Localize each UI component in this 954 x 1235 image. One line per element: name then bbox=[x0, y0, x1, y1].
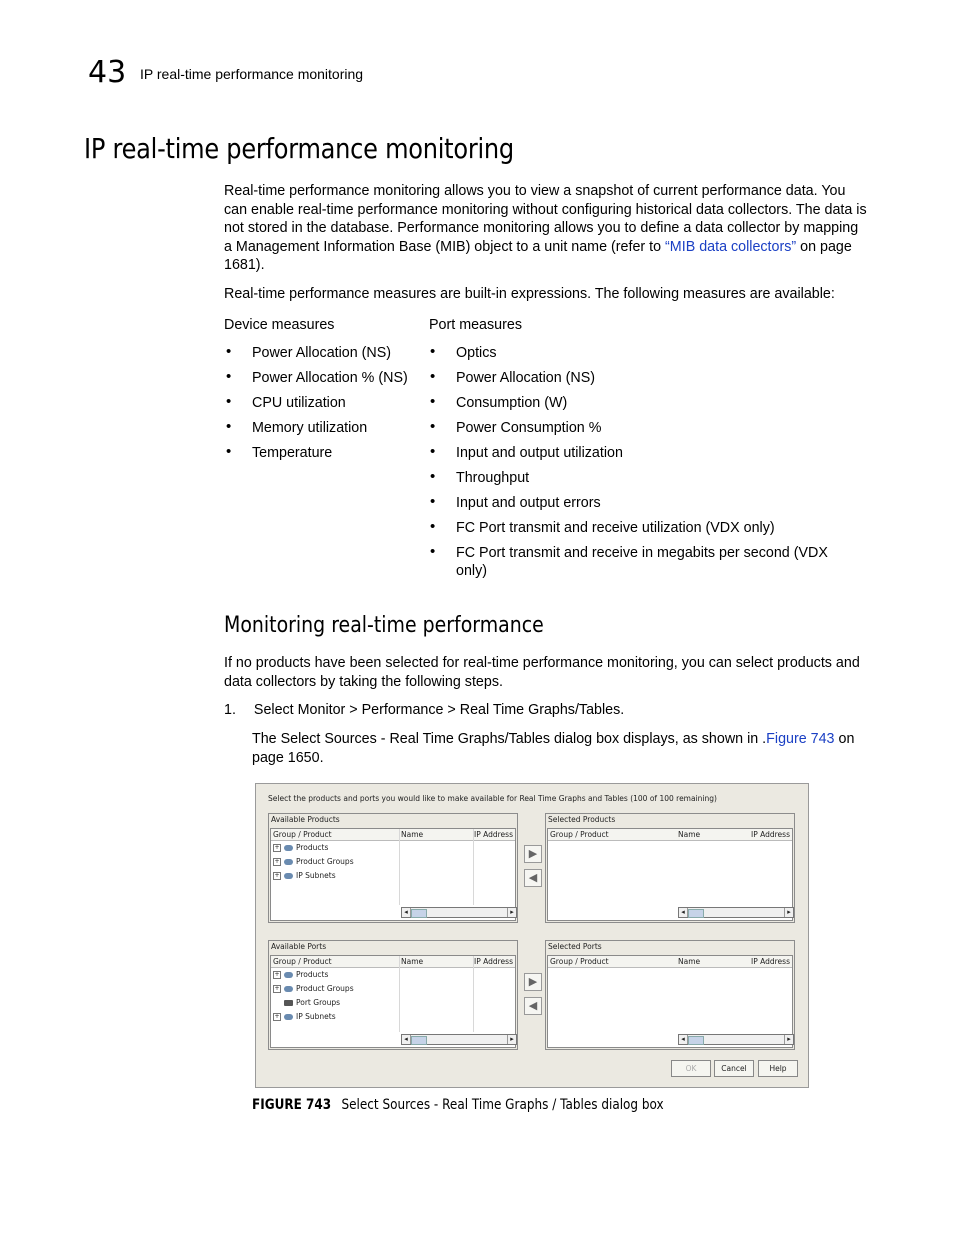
tree-row-ip-subnets[interactable] bbox=[273, 1012, 336, 1021]
note-suffix: on page 1650. bbox=[252, 731, 855, 766]
list-item: • Throughput bbox=[428, 469, 848, 487]
running-header-title: IP real-time performance monitoring bbox=[140, 66, 364, 82]
selected-products-table[interactable] bbox=[547, 828, 793, 921]
step-suffix: . bbox=[620, 702, 625, 718]
col-ip-address[interactable]: IP Address bbox=[474, 957, 513, 966]
list-item: • Optics bbox=[428, 344, 848, 362]
col-name[interactable]: Name bbox=[678, 957, 701, 966]
tree-row-label: IP Subnets bbox=[296, 1012, 336, 1021]
col-group-product[interactable]: Group / Product bbox=[550, 830, 609, 839]
intro-text: Real-time performance monitoring allows you to view a snapshot of current performance data. You can enable real-time performance monitoring without configuring historical data collectors. The data is not stored in the database. Performance monitoring allows you to define a data collector by mapping a Management Information Base (MIB) object to a unit name (refer to bbox=[224, 183, 867, 255]
col-name[interactable]: Name bbox=[401, 830, 424, 839]
dialog-name: Select Sources - Real Time Graphs/Tables bbox=[280, 731, 550, 747]
mib-data-collectors-link[interactable]: “MIB data collectors” bbox=[665, 238, 797, 255]
move-right-icon[interactable]: ▶ bbox=[524, 845, 542, 863]
expand-icon[interactable]: + bbox=[274, 971, 280, 978]
expand-icon[interactable]: + bbox=[274, 858, 280, 865]
tree-row-label: Product Groups bbox=[296, 984, 354, 993]
col-ip-address[interactable]: IP Address bbox=[751, 957, 790, 966]
folder-icon bbox=[284, 845, 293, 851]
cancel-button[interactable]: Cancel bbox=[714, 1060, 754, 1077]
page-title: IP real-time performance monitoring bbox=[84, 132, 514, 165]
scroll-right-icon[interactable]: ▸ bbox=[507, 908, 516, 917]
col-group-product[interactable]: Group / Product bbox=[273, 957, 332, 966]
tree-row-ip-subnets[interactable] bbox=[273, 871, 336, 880]
list-item: • FC Port transmit and receive utilization (VDX only) bbox=[428, 519, 848, 537]
intro-paragraph bbox=[224, 182, 870, 275]
available-products-title: Available Products bbox=[271, 815, 340, 824]
step-1 bbox=[224, 702, 624, 718]
menu-path: Monitor > Performance > Real Time Graphs/Tables bbox=[297, 702, 621, 718]
figure-link[interactable]: Figure 743 bbox=[766, 731, 835, 747]
dialog-instruction: Select the products and ports you would like to make available for Real Time Graphs and Tables (100 of 100 remaining) bbox=[268, 794, 717, 803]
col-group-product[interactable]: Group / Product bbox=[550, 957, 609, 966]
tree-row-label: IP Subnets bbox=[296, 871, 336, 880]
list-item: • FC Port transmit and receive in megabits per second (VDX only) bbox=[428, 544, 848, 580]
figure-caption bbox=[252, 1097, 664, 1113]
move-right-icon[interactable]: ▶ bbox=[524, 973, 542, 991]
step-prefix: Select bbox=[253, 702, 298, 718]
list-item: • Power Allocation (NS) bbox=[428, 369, 848, 387]
step-number: 1. bbox=[224, 702, 236, 718]
selected-products-panel bbox=[545, 813, 795, 923]
port-measures-heading: Port measures bbox=[429, 317, 522, 333]
tree-row-product-groups[interactable] bbox=[273, 857, 354, 866]
intro-text-end: on page 1681). bbox=[224, 238, 852, 274]
list-item: • CPU utilization bbox=[224, 394, 424, 412]
col-ip-address[interactable]: IP Address bbox=[474, 830, 513, 839]
section-intro: If no products have been selected for real-time performance monitoring, you can select products and data collectors by taking the following steps. bbox=[224, 655, 860, 690]
available-products-panel bbox=[268, 813, 518, 923]
list-item: • Power Allocation % (NS) bbox=[224, 369, 424, 387]
list-item: • Input and output utilization bbox=[428, 444, 848, 462]
available-ports-table[interactable] bbox=[270, 955, 516, 1048]
col-ip-address[interactable]: IP Address bbox=[751, 830, 790, 839]
col-name[interactable]: Name bbox=[678, 830, 701, 839]
tree-row-label: Products bbox=[296, 843, 329, 852]
scroll-right-icon[interactable]: ▸ bbox=[784, 1035, 793, 1044]
table-header bbox=[548, 829, 792, 841]
folder-icon bbox=[284, 972, 293, 978]
list-item: • Temperature bbox=[224, 444, 424, 462]
expand-icon[interactable]: + bbox=[274, 872, 280, 879]
figure-caption-text: Select Sources - Real Time Graphs / Tables dialog box bbox=[341, 1097, 664, 1113]
ok-button[interactable]: OK bbox=[671, 1060, 711, 1077]
horizontal-scrollbar[interactable] bbox=[678, 1034, 794, 1045]
folder-icon bbox=[284, 859, 293, 865]
selected-products-title: Selected Products bbox=[548, 815, 616, 824]
selected-ports-panel bbox=[545, 940, 795, 1050]
figure-label: FIGURE 743 bbox=[252, 1097, 332, 1113]
select-sources-dialog bbox=[255, 783, 809, 1088]
available-products-table[interactable] bbox=[270, 828, 516, 921]
note-prefix: The bbox=[252, 731, 281, 747]
table-header bbox=[271, 829, 515, 841]
scroll-left-icon[interactable]: ◂ bbox=[402, 908, 411, 917]
tree-row-products[interactable] bbox=[273, 970, 328, 979]
tree-row-products[interactable] bbox=[273, 843, 328, 852]
tree-row-label: Product Groups bbox=[296, 857, 354, 866]
move-left-icon[interactable]: ◀ bbox=[524, 869, 542, 887]
available-ports-panel bbox=[268, 940, 518, 1050]
scroll-right-icon[interactable]: ▸ bbox=[507, 1035, 516, 1044]
list-item: • Input and output errors bbox=[428, 494, 848, 512]
horizontal-scrollbar[interactable] bbox=[678, 907, 794, 918]
tree-row-product-groups[interactable] bbox=[273, 984, 354, 993]
scroll-right-icon[interactable]: ▸ bbox=[784, 908, 793, 917]
selected-ports-title: Selected Ports bbox=[548, 942, 602, 951]
table-header bbox=[271, 956, 515, 968]
folder-icon bbox=[284, 873, 293, 879]
horizontal-scrollbar[interactable] bbox=[401, 1034, 517, 1045]
section-title: Monitoring real-time performance bbox=[224, 613, 544, 638]
list-item: • Power Allocation (NS) bbox=[224, 344, 424, 362]
port-measures-list bbox=[428, 344, 848, 587]
available-ports-title: Available Ports bbox=[271, 942, 327, 951]
list-item: • Consumption (W) bbox=[428, 394, 848, 412]
horizontal-scrollbar[interactable] bbox=[401, 907, 517, 918]
help-button[interactable]: Help bbox=[758, 1060, 798, 1077]
list-item: • Memory utilization bbox=[224, 419, 424, 437]
col-group-product[interactable]: Group / Product bbox=[273, 830, 332, 839]
tree-row-label: Products bbox=[296, 970, 329, 979]
col-name[interactable]: Name bbox=[401, 957, 424, 966]
expand-icon[interactable]: + bbox=[274, 985, 280, 992]
move-left-icon[interactable]: ◀ bbox=[524, 997, 542, 1015]
selected-ports-table[interactable] bbox=[547, 955, 793, 1048]
expand-icon[interactable]: + bbox=[274, 1013, 280, 1020]
tree-row-port-groups[interactable] bbox=[273, 998, 340, 1007]
chapter-number: 43 bbox=[88, 55, 127, 90]
folder-icon bbox=[284, 986, 293, 992]
port-group-icon bbox=[284, 1000, 293, 1006]
expand-icon[interactable]: + bbox=[274, 844, 280, 851]
device-measures-list bbox=[224, 344, 424, 469]
step-note bbox=[252, 730, 870, 767]
scroll-left-icon[interactable]: ◂ bbox=[679, 908, 688, 917]
scroll-left-icon[interactable]: ◂ bbox=[679, 1035, 688, 1044]
list-item: • Power Consumption % bbox=[428, 419, 848, 437]
device-measures-heading: Device measures bbox=[224, 317, 335, 333]
table-header bbox=[548, 956, 792, 968]
scroll-left-icon[interactable]: ◂ bbox=[402, 1035, 411, 1044]
note-middle: dialog box displays, as shown in . bbox=[549, 731, 767, 747]
tree-row-label: Port Groups bbox=[296, 998, 340, 1007]
folder-icon bbox=[284, 1014, 293, 1020]
measures-intro: Real-time performance measures are built-in expressions. The following measures are available: bbox=[224, 286, 835, 302]
